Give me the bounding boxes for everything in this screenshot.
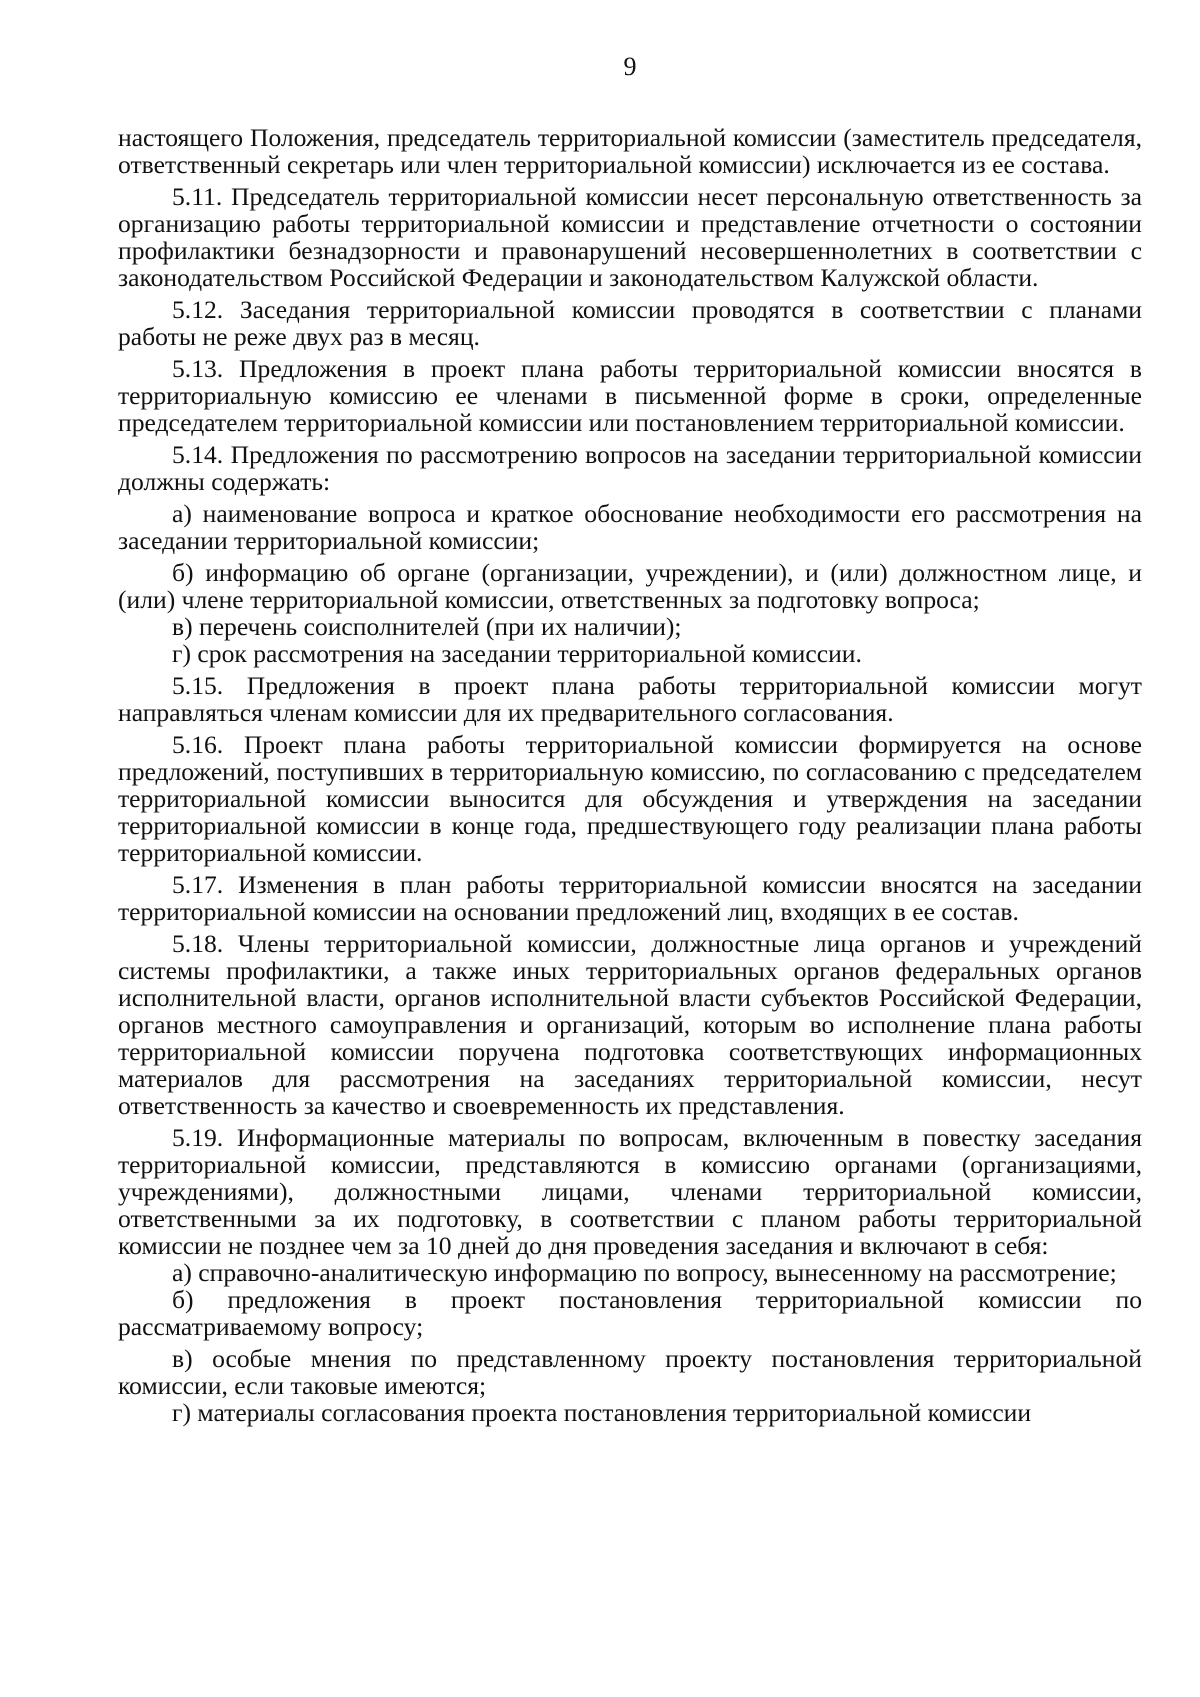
list-item-5-14-g: г) срок рассмотрения на заседании территориальной комиссии. — [172, 639, 862, 668]
page-number: 9 — [623, 52, 637, 81]
paragraph-continuation: настоящего Положения, председатель территориальной комиссии (заместитель председателя, ответственный секретарь или член территориальной комиссии) исключается из ее состава. — [118, 123, 1142, 179]
list-item-5-19-b: б) предложения в проект постановления территориальной комиссии по рассматриваемому вопросу; — [118, 1285, 1142, 1341]
list-item-5-14-v: в) перечень соисполнителей (при их наличии); — [172, 612, 682, 641]
list-item-5-19-a: а) справочно-аналитическую информацию по вопросу, вынесенному на рассмотрение; — [172, 1258, 1117, 1287]
paragraph-5-11: 5.11. Председатель территориальной комиссии несет персональную ответственность за организацию работы территориальной комиссии и представление отчетности о состоянии профилактики безнадзорности и правонарушений несовершеннолетних в соответствии с законодательством Российской Федерации и законодательством Калужской области. — [118, 182, 1142, 292]
paragraph-5-15: 5.15. Предложения в проект плана работы территориальной комиссии могут направляться членам комиссии для их предварительного согласования. — [118, 671, 1142, 727]
paragraph-5-17: 5.17. Изменения в план работы территориальной комиссии вносятся на заседании территориальной комиссии на основании предложений лиц, входящих в ее состав. — [118, 870, 1142, 926]
paragraph-5-16: 5.16. Проект плана работы территориальной комиссии формируется на основе предложений, поступивших в территориальную комиссию, по согласованию с председателем территориальной комиссии выносится для обсуждения и утверждения на заседании территориальной комиссии в конце года, предшествующего году реализации плана работы территориальной комиссии. — [118, 730, 1142, 867]
paragraph-5-18: 5.18. Члены территориальной комиссии, должностные лица органов и учреждений системы профилактики, а также иных территориальных органов федеральных органов исполнительной власти, органов исполнительной власти субъектов Российской Федерации, органов местного самоуправления и организаций, которым во исполнение плана работы территориальной комиссии поручена подготовка соответствующих информационных материалов для рассмотрения на заседаниях территориальной комиссии, несут ответственность за качество и своевременность их представления. — [118, 929, 1142, 1120]
paragraph-5-19: 5.19. Информационные материалы по вопросам, включенным в повестку заседания территориальной комиссии, представляются в комиссию органами (организациями, учреждениями), должностными лицами, членами территориальной комиссии, ответственными за их подготовку, в соответствии с планом работы территориальной комиссии не позднее чем за 10 дней до дня проведения заседания и включают в себя: — [118, 1123, 1142, 1260]
list-item-5-14-a: а) наименование вопроса и краткое обоснование необходимости его рассмотрения на заседании территориальной комиссии; — [118, 499, 1142, 555]
list-item-5-14-b: б) информацию об органе (организации, учреждении), и (или) должностном лице, и (или) члене территориальной комиссии, ответственных за подготовку вопроса; — [118, 558, 1142, 614]
paragraph-5-12: 5.12. Заседания территориальной комиссии проводятся в соответствии с планами работы не реже двух раз в месяц. — [118, 295, 1142, 351]
paragraph-5-14: 5.14. Предложения по рассмотрению вопросов на заседании территориальной комиссии должны содержать: — [118, 440, 1142, 496]
list-item-5-19-v: в) особые мнения по представленному проекту постановления территориальной комиссии, если таковые имеются; — [118, 1344, 1142, 1400]
paragraph-5-13: 5.13. Предложения в проект плана работы территориальной комиссии вносятся в территориальную комиссию ее членами в письменной форме в сроки, определенные председателем территориальной комиссии или постановлением территориальной комиссии. — [118, 354, 1142, 437]
list-item-5-19-g: г) материалы согласования проекта постановления территориальной комиссии — [172, 1398, 1032, 1427]
